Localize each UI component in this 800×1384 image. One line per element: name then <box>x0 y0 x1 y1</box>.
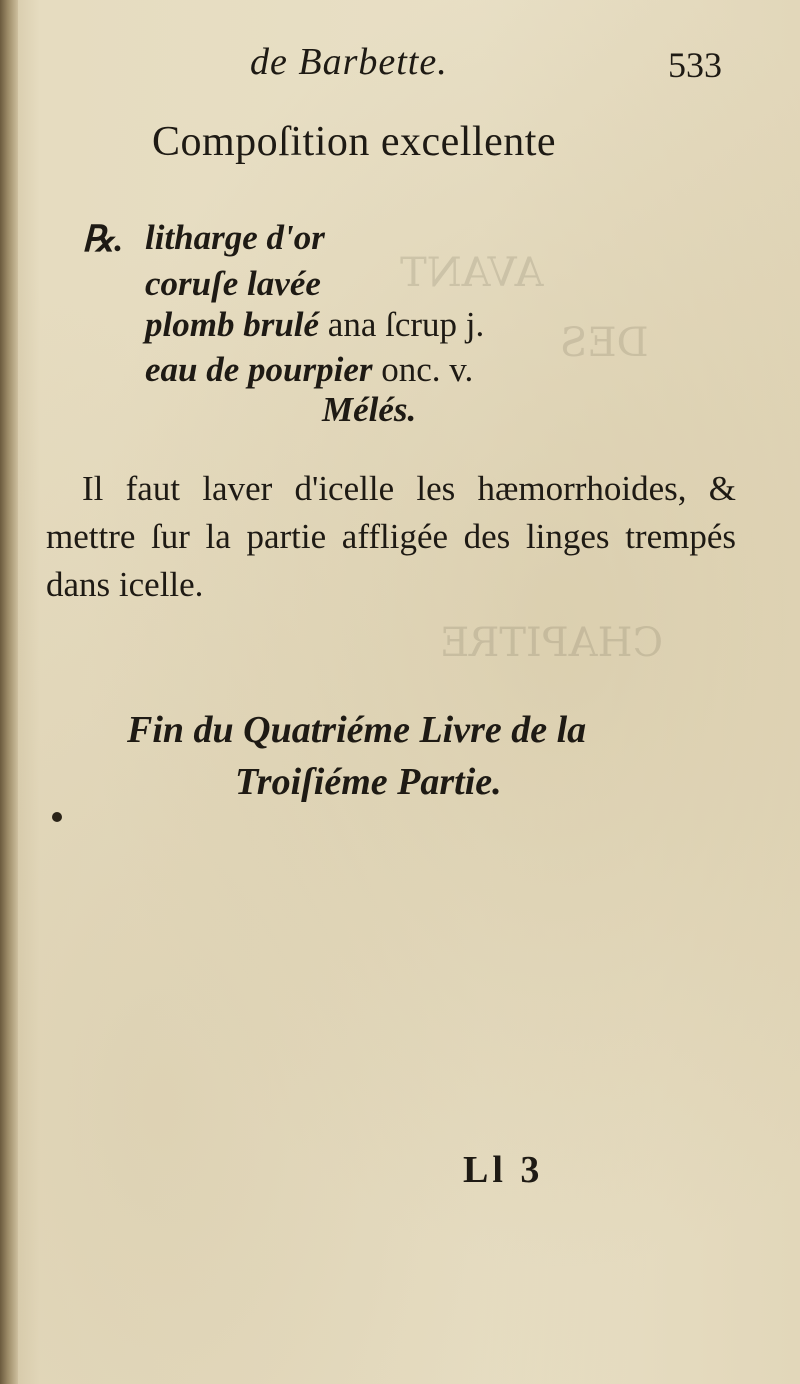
signature-mark: Ll 3 <box>463 1149 544 1191</box>
recipe-ingredient <box>145 305 484 345</box>
recipe-ingredient <box>145 264 321 304</box>
ingredient-name: eau de pourpier <box>145 350 373 389</box>
page-number: 533 <box>668 45 722 85</box>
ink-speck <box>52 812 62 822</box>
running-head: de Barbette. <box>250 41 448 83</box>
recipe-symbol: ℞. <box>82 219 124 259</box>
section-heading: Compoſition excellente <box>152 119 557 165</box>
end-note-line-2: Troiſiéme Partie. <box>235 761 502 803</box>
body-paragraph: Il faut laver d'icelle les hæmorrhoides, & mettre ſur la partie affligée des linges trempés dans icelle. <box>46 469 736 604</box>
ingredient-amount: onc. v. <box>381 350 474 389</box>
ingredient-amount: ana ſcrup j. <box>327 305 485 344</box>
show-through-decoration: DES <box>560 320 649 366</box>
show-through-decoration: CHAPITRE <box>440 620 664 666</box>
recipe-ingredient <box>145 218 325 258</box>
recipe-ingredient <box>145 350 473 390</box>
ingredient-name: litharge d'or <box>145 218 325 257</box>
book-spine-shadow <box>0 0 18 1384</box>
ingredient-name: coruſe lavée <box>145 264 321 303</box>
end-note-line-1: Fin du Quatriéme Livre de la <box>127 709 587 751</box>
ingredient-name: plomb brulé <box>145 305 320 344</box>
recipe-instruction: Mélés. <box>322 390 417 429</box>
show-through-decoration: AVANT <box>400 250 544 296</box>
